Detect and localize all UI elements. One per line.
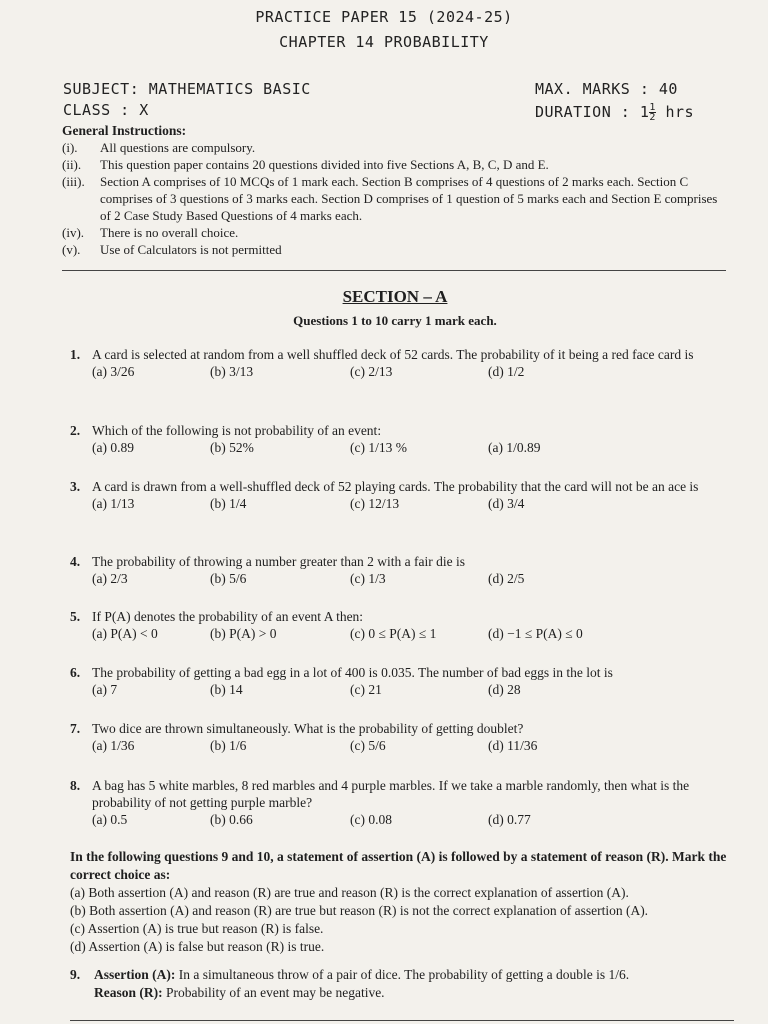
assertion-choice-a: (a) Both assertion (A) and reason (R) are true and reason (R) is the correct explanation of assertion (A).: [70, 885, 629, 900]
divider: [62, 270, 726, 271]
option-c: (c) 1/13 %: [350, 440, 407, 455]
options: [70, 439, 730, 456]
option-b: (b) 14: [210, 682, 243, 697]
paper-title: PRACTICE PAPER 15 (2024-25): [255, 8, 513, 26]
options: [70, 495, 730, 512]
options: [70, 570, 730, 587]
option-c: (c) 1/3: [350, 571, 386, 586]
bottom-divider: [70, 1020, 734, 1021]
question-6: 6. The probability of getting a bad egg in a lot of 400 is 0.035. The number of bad eggs in the lot is (a) 7 (b) 14 (c) 21 (d) 28: [70, 664, 730, 698]
section-subheading: Questions 1 to 10 carry 1 mark each.: [293, 313, 497, 328]
option-a: (a) 0.89: [92, 440, 134, 455]
option-c: (c) 0.08: [350, 812, 392, 827]
option-a: (a) 3/26: [92, 364, 135, 379]
option-a: (a) 1/36: [92, 738, 135, 753]
reason-text: Probability of an event may be negative.: [166, 985, 385, 1000]
question-1: 1. A card is selected at random from a well shuffled deck of 52 cards. The probability of it being a red face card is (a) 3/26 (b) 3/13 (c) 2/13 (d) 1/2: [70, 346, 730, 380]
option-b: (b) 5/6: [210, 571, 247, 586]
chapter-title: CHAPTER 14 PROBABILITY: [279, 33, 489, 51]
options: [70, 737, 730, 754]
instruction-item: (i). All questions are compulsory.: [62, 140, 256, 155]
reason-label: Reason (R):: [94, 985, 163, 1000]
options: [70, 625, 730, 642]
instructions-heading: General Instructions:: [62, 123, 187, 138]
option-d: (d) 11/36: [488, 738, 538, 753]
option-b: (b) P(A) > 0: [210, 626, 277, 641]
general-instructions: [62, 122, 730, 258]
options: [70, 811, 730, 828]
assertion-reason-block: [70, 848, 738, 1002]
section-heading: SECTION – A: [342, 287, 448, 306]
options: [70, 681, 730, 698]
assertion-label: Assertion (A):: [94, 967, 176, 982]
instruction-item: (ii). This question paper contains 20 questions divided into five Sections A, B, C, D and E.: [62, 157, 549, 172]
option-b: (b) 52%: [210, 440, 254, 455]
option-c: (c) 0 ≤ P(A) ≤ 1: [350, 626, 437, 641]
instruction-item: (v). Use of Calculators is not permitted: [62, 242, 282, 257]
class-label: CLASS : X: [63, 101, 149, 119]
question-2: 2. Which of the following is not probability of an event: (a) 0.89 (b) 52% (c) 1/13 % (a) 1/0.89: [70, 422, 730, 456]
duration-fraction: $\frac{1}{2}$: [649, 102, 656, 123]
question-text: A card is selected at random from a well shuffled deck of 52 cards. The probability of it being a red face card is: [92, 347, 694, 362]
option-a: (a) 0.5: [92, 812, 128, 827]
duration-text: DURATION : 1: [535, 103, 650, 121]
question-8: 8. A bag has 5 white marbles, 8 red marbles and 4 purple marbles. If we take a marble randomly, then what is the probability of not getting purple marble? (a) 0.5 (b) 0.66 (c) 0.08 (d) 0.77: [70, 777, 730, 828]
question-text: If P(A) denotes the probability of an event A then:: [92, 609, 364, 624]
option-a: (a) 1/13: [92, 496, 135, 511]
option-d: (a) 1/0.89: [488, 440, 541, 455]
question-text: A card is drawn from a well-shuffled deck of 52 playing cards. The probability that the card will not be an ace is: [92, 479, 699, 494]
options: [70, 363, 730, 380]
option-c: (c) 21: [350, 682, 382, 697]
option-b: (b) 3/13: [210, 364, 254, 379]
subject-label: SUBJECT: MATHEMATICS BASIC: [63, 80, 311, 98]
option-a: (a) 7: [92, 682, 118, 697]
option-b: (b) 1/6: [210, 738, 247, 753]
question-text: The probability of getting a bad egg in a lot of 400 is 0.035. The number of bad eggs in the lot is: [92, 665, 613, 680]
instruction-item: (iv). There is no overall choice.: [62, 225, 239, 240]
question-text: Which of the following is not probability of an event:: [92, 423, 382, 438]
option-d: (d) 1/2: [488, 364, 525, 379]
assertion-intro: In the following questions 9 and 10, a statement of assertion (A) is followed by a statement of reason (R). Mark the correct choice as:: [70, 849, 727, 882]
assertion-choice-d: (d) Assertion (A) is false but reason (R) is true.: [70, 939, 325, 954]
option-d: (d) −1 ≤ P(A) ≤ 0: [488, 626, 583, 641]
option-a: (a) P(A) < 0: [92, 626, 158, 641]
option-b: (b) 1/4: [210, 496, 247, 511]
option-c: (c) 2/13: [350, 364, 393, 379]
option-d: (d) 2/5: [488, 571, 525, 586]
question-9: 9. Assertion (A): In a simultaneous throw of a pair of dice. The probability of getting a double is 1/6. Reason (R): Probability of an event may be negative.: [70, 967, 630, 1000]
duration-label: [535, 103, 694, 122]
option-c: (c) 5/6: [350, 738, 386, 753]
question-text: The probability of throwing a number greater than 2 with a fair die is: [92, 554, 466, 569]
max-marks-label: MAX. MARKS : 40: [535, 80, 678, 98]
option-d: (d) 28: [488, 682, 521, 697]
option-c: (c) 12/13: [350, 496, 400, 511]
question-text: Two dice are thrown simultaneously. What is the probability of getting doublet?: [92, 721, 524, 736]
question-7: 7. Two dice are thrown simultaneously. What is the probability of getting doublet? (a) 1/36 (b) 1/6 (c) 5/6 (d) 11/36: [70, 720, 730, 754]
question-text: A bag has 5 white marbles, 8 red marbles and 4 purple marbles. If we take a marble randomly, then what is the probability of not getting purple marble?: [92, 778, 690, 810]
question-4: 4. The probability of throwing a number greater than 2 with a fair die is (a) 2/3 (b) 5/6 (c) 1/3 (d) 2/5: [70, 553, 730, 587]
question-5: 5. If P(A) denotes the probability of an event A then: (a) P(A) < 0 (b) P(A) > 0 (c) 0 ≤ P(A) ≤ 1 (d) −1 ≤ P(A) ≤ 0: [70, 608, 730, 642]
assertion-choice-c: (c) Assertion (A) is true but reason (R) is false.: [70, 921, 324, 936]
duration-unit: hrs: [665, 103, 695, 121]
instruction-item: (iii). Section A comprises of 10 MCQs of 1 mark each. Section B comprises of 4 questions of 2 marks each. Section C comprises of 3 questions of 3 marks each. Section D comprises of 1 question of 5 marks each and Section E comprises of 2 Case Study Based Questions of 4 marks each.: [62, 174, 718, 223]
assertion-text: In a simultaneous throw of a pair of dice. The probability of getting a double is 1/6.: [178, 967, 630, 982]
option-a: (a) 2/3: [92, 571, 128, 586]
option-d: (d) 3/4: [488, 496, 525, 511]
option-d: (d) 0.77: [488, 812, 531, 827]
assertion-choice-b: (b) Both assertion (A) and reason (R) are true but reason (R) is not the correct explanation of assertion (A).: [70, 903, 649, 918]
option-b: (b) 0.66: [210, 812, 253, 827]
question-3: 3. A card is drawn from a well-shuffled deck of 52 playing cards. The probability that the card will not be an ace is (a) 1/13 (b) 1/4 (c) 12/13 (d) 3/4: [70, 478, 730, 512]
